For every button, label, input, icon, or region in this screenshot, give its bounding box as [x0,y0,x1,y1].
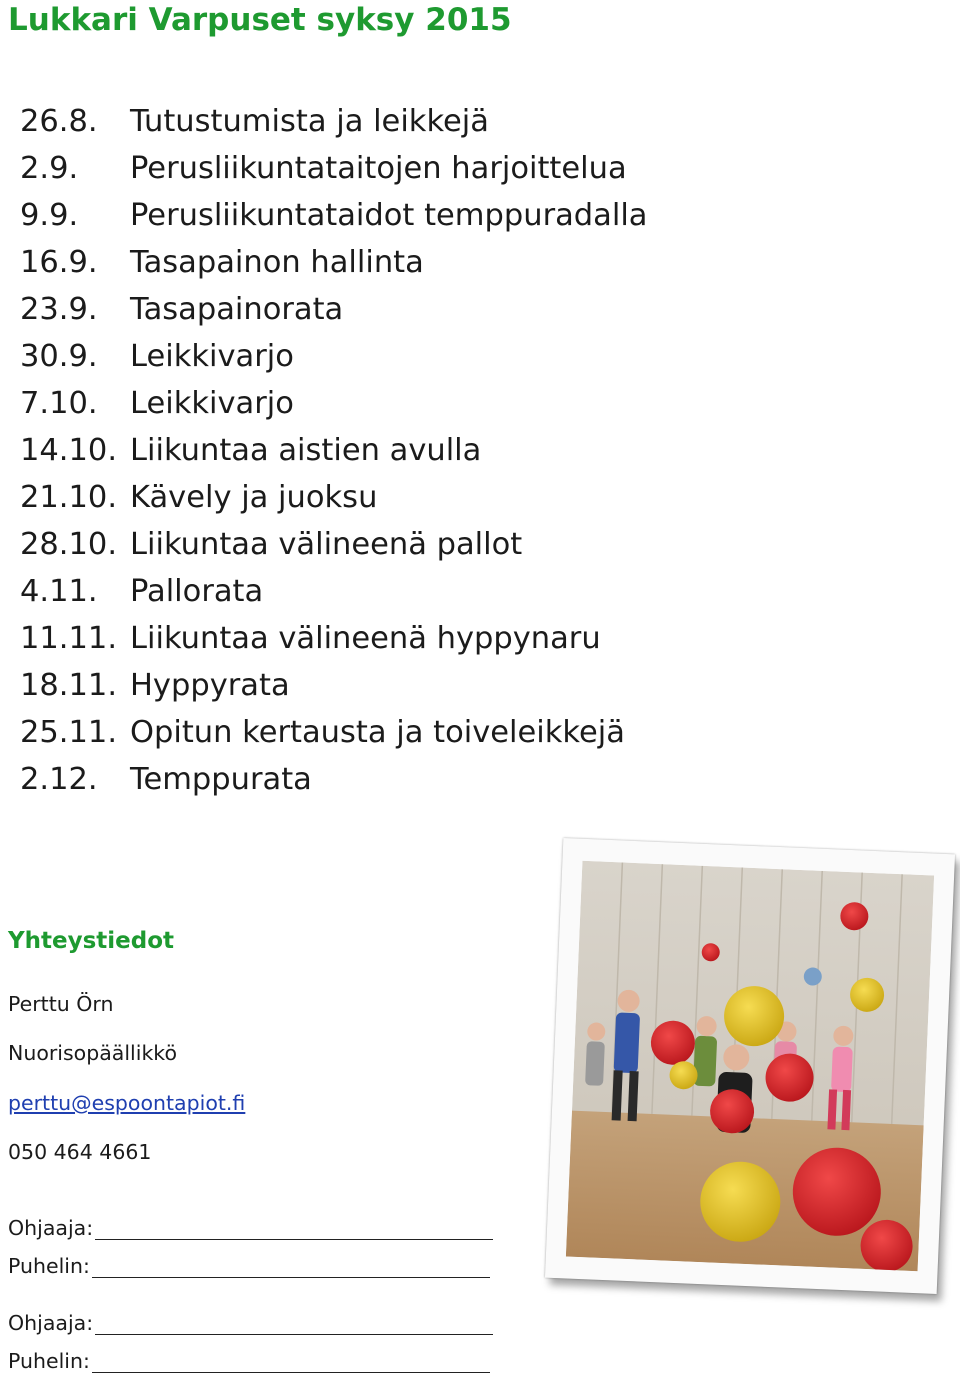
contact-role: Nuorisopäällikkö [8,1041,177,1065]
children-playing-balls-photo [566,861,934,1271]
schedule-row [20,709,648,756]
schedule-date: 14.10. [20,433,118,468]
schedule-list [20,98,648,803]
ohjaaja-blank-line [95,1314,493,1335]
schedule-row [20,286,648,333]
puhelin-blank-line [92,1352,490,1373]
schedule-activity: Tutustumista ja leikkejä [130,104,489,139]
schedule-activity: Kävely ja juoksu [130,480,378,515]
puhelin-label: Puhelin: [8,1254,90,1278]
contact-phone: 050 464 4661 [8,1140,152,1164]
contact-email-link[interactable]: perttu@espoontapiot.fi [8,1091,246,1115]
schedule-date: 23.9. [20,292,98,327]
puhelin-field-1 [8,1254,490,1278]
schedule-row [20,615,648,662]
schedule-row [20,427,648,474]
schedule-activity: Liikuntaa välineenä pallot [130,527,523,562]
schedule-date: 28.10. [20,527,118,562]
ohjaaja-field-2 [8,1311,493,1335]
schedule-row [20,239,648,286]
schedule-row [20,568,648,615]
schedule-activity: Leikkivarjo [130,339,294,374]
photo-frame [545,838,955,1294]
schedule-date: 2.9. [20,151,79,186]
puhelin-field-2 [8,1349,490,1373]
schedule-activity: Leikkivarjo [130,386,294,421]
schedule-date: 21.10. [20,480,118,515]
schedule-date: 26.8. [20,104,98,139]
puhelin-blank-line [92,1257,490,1278]
schedule-date: 2.12. [20,762,98,797]
ohjaaja-blank-line [95,1219,493,1240]
schedule-activity: Liikuntaa välineenä hyppynaru [130,621,601,656]
schedule-activity: Opitun kertausta ja toiveleikkejä [130,715,625,750]
schedule-row [20,98,648,145]
schedule-activity: Tasapainon hallinta [130,245,424,280]
schedule-date: 7.10. [20,386,98,421]
schedule-activity: Hyppyrata [130,668,290,703]
schedule-date: 30.9. [20,339,98,374]
schedule-activity: Temppurata [130,762,312,797]
contact-name: Perttu Örn [8,992,114,1016]
schedule-activity: Perusliikuntataidot temppuradalla [130,198,648,233]
page-title: Lukkari Varpuset syksy 2015 [8,2,512,38]
schedule-row [20,145,648,192]
schedule-date: 11.11. [20,621,118,656]
schedule-row [20,756,648,803]
schedule-date: 9.9. [20,198,79,233]
ohjaaja-label: Ohjaaja: [8,1311,94,1335]
schedule-row [20,474,648,521]
schedule-row [20,333,648,380]
schedule-date: 18.11. [20,668,118,703]
schedule-row [20,192,648,239]
schedule-date: 16.9. [20,245,98,280]
ohjaaja-field-1 [8,1216,493,1240]
schedule-row [20,521,648,568]
schedule-activity: Liikuntaa aistien avulla [130,433,482,468]
schedule-date: 4.11. [20,574,98,609]
schedule-date: 25.11. [20,715,118,750]
schedule-activity: Pallorata [130,574,264,609]
schedule-row [20,380,648,427]
schedule-activity: Tasapainorata [130,292,344,327]
ohjaaja-label: Ohjaaja: [8,1216,94,1240]
puhelin-label: Puhelin: [8,1349,90,1373]
schedule-row [20,662,648,709]
contact-heading: Yhteystiedot [8,928,175,954]
schedule-activity: Perusliikuntataitojen harjoittelua [130,151,627,186]
